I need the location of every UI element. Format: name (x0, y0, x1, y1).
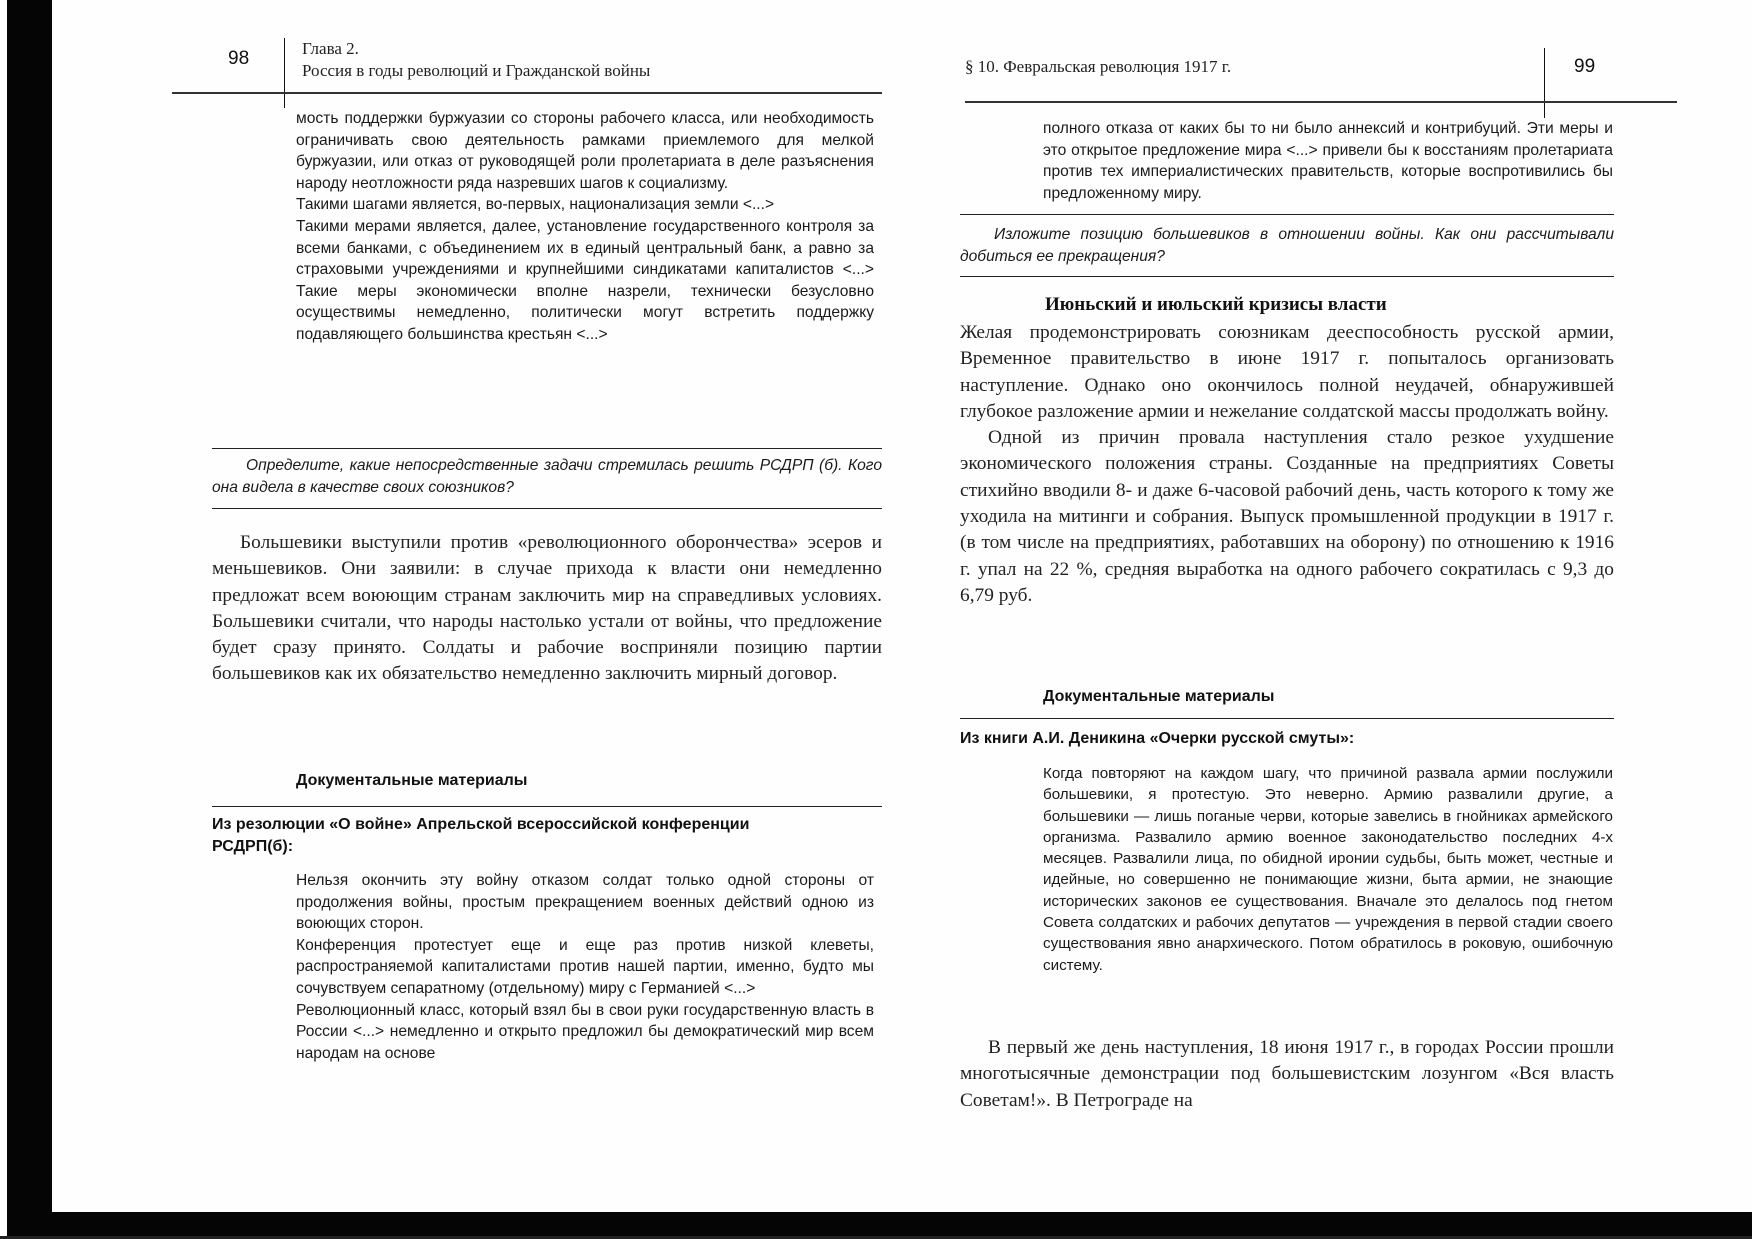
running-head (302, 38, 650, 82)
documents-rule (212, 806, 882, 807)
page-number: 99 (1574, 56, 1596, 77)
doc-paragraph: Такими мерами является, далее, установление государственного контроля за всеми банками, с объединением их в единый центральный банк, а равно за страховыми учреждениями и крупнейшими синдикатами капиталистов <...> Такие меры экономически вполне назрели, технически безусловно осуществимы немедленно, политически могут встретить поддержку подавляющего большинства крестьян <...> (296, 217, 874, 343)
body-paragraph: В первый же день наступления, 18 июня 1917 г., в городах России прошли многотысячные демонстрации под большевистским лозунгом «Вся власть Советам!». В Петрограде на (960, 1037, 1614, 1111)
question-rule-top (212, 448, 882, 449)
main-text (212, 530, 882, 688)
scan-bottom-shadow (7, 1212, 1752, 1239)
question-text: Определите, какие непосредственные задачи стремилась решить РСДРП (б). Кого она видела в качестве своих союзников? (212, 457, 882, 496)
running-head-title: Россия в годы революций и Гражданской войны (302, 61, 651, 80)
page-98 (52, 0, 902, 1210)
documents-section-heading: Документальные материалы (296, 772, 528, 789)
header-divider (1544, 48, 1545, 118)
scan-edge (0, 0, 7, 1239)
source-excerpt (1043, 763, 1613, 976)
running-head: § 10. Февральская революция 1917 г. (965, 57, 1232, 76)
main-text (960, 320, 1614, 609)
page-number: 98 (228, 48, 250, 69)
source-title: Из книги А.И. Деникина «Очерки русской смуты»: (960, 730, 1355, 747)
doc-paragraph: Конференция протестует еще и еще раз против низкой клеветы, распространяемой капиталистами против нашей партии, именно, будто мы сочувствуем сепаратному (отдельному) миру с Германией <...> (296, 936, 874, 997)
question-rule-bottom (212, 508, 882, 509)
scan-binding-shadow (7, 0, 52, 1239)
review-question (212, 455, 882, 498)
main-text-continuation (960, 1035, 1614, 1114)
header-rule (172, 92, 882, 94)
body-paragraph: Желая продемонстрировать союзникам дееспособность русской армии, Временное правительство в июне 1917 г. попыталось организовать наступление. Однако оно окончилось полной неудачей, обнаружившей глубокое разложение армии и нежелание солдатской массы продолжать войну. (960, 322, 1614, 422)
doc-paragraph: Революционный класс, который взял бы в свои руки государственную власть в России <...> немедленно и открыто предложил бы демократический мир всем народам на основе (296, 1001, 874, 1062)
doc-paragraph: Нельзя окончить эту войну отказом солдат только одной стороны от продолжения войны, простым прекращением военных действий одною из воюющих сторон. (296, 872, 874, 933)
header-rule (965, 101, 1677, 103)
question-rule-top (960, 214, 1614, 215)
running-head-chapter: Глава 2. (302, 39, 359, 58)
page-99 (902, 0, 1752, 1210)
question-rule-bottom (960, 276, 1614, 277)
review-question (960, 224, 1614, 267)
source-excerpt (296, 870, 874, 1064)
header-divider (284, 38, 285, 108)
document-excerpt-continuation (1043, 118, 1613, 204)
source-title: Из резолюции «О войне» Апрельской всероссийской конференции РСДРП(б): (212, 816, 750, 855)
doc-paragraph: мость поддержки буржуазии со стороны рабочего класса, или необходимость ограничивать свою деятельность рамками приемлемого для мелкой буржуазии, или отказ от руководящей роли пролетариата в деле разъяснения народу неотложности ряда назревших шагов к социализму. (296, 110, 874, 192)
section-heading: Июньский и июльский кризисы власти (1045, 294, 1387, 315)
body-paragraph: Большевики выступили против «революционного оборончества» эсеров и меньшевиков. Они заявили: в случае прихода к власти они немедленно предложат всем воюющим странам заключить мир на справедливых условиях. Большевики считали, что народы настолько устали от войны, что предложение будет сразу принято. Солдаты и рабочие восприняли позицию партии большевиков как их обязательство немедленно заключить мирный договор. (212, 532, 882, 685)
doc-paragraph: Когда повторяют на каждом шагу, что причиной развала армии послужили большевики, я протестую. Это неверно. Армию развалили другие, а большевики — лишь поганые черви, которые завелись в гнойниках армейского организма. Развалило армию военное законодательство последних 4-х месяцев. Развалили лица, по обидной иронии судьбы, быть может, честные и идейные, но совершенно не понимающие жизни, быта армии, не знающие исторических законов ее существования. Вначале это делалось под гнетом Совета солдатских и рабочих депутатов — учреждения в первой стадии своего существования явно анархического. Потом обратилось в роковую, ошибочную систему. (1043, 765, 1613, 974)
document-excerpt-continuation (296, 108, 874, 346)
doc-paragraph: полного отказа от каких бы то ни было аннексий и контрибуций. Эти меры и это открытое предложение мира <...> привели бы к восстаниям пролетариата против тех империалистических правительств, которые воспротивились бы предложенному миру. (1043, 120, 1613, 202)
question-text: Изложите позицию большевиков в отношении войны. Как они рассчитывали добиться ее прекращения? (960, 226, 1614, 265)
documents-rule (960, 718, 1614, 719)
documents-section-heading: Документальные материалы (1043, 688, 1275, 705)
doc-paragraph: Такими шагами является, во-первых, национализация земли <...> (296, 196, 775, 214)
body-paragraph: Одной из причин провала наступления стало резкое ухудшение экономического положения страны. Созданные на предприятиях Советы стихийно вводили 8- и даже 6-часовой рабочий день, часть которого к тому же уходила на митинги и собрания. Выпуск промышленной продукции в 1917 г. (в том числе на предприятиях, работавших на оборону) по отношению к 1916 г. упал на 22 %, средняя выработка на одного рабочего сократилась с 9,3 до 6,79 руб. (960, 427, 1614, 606)
